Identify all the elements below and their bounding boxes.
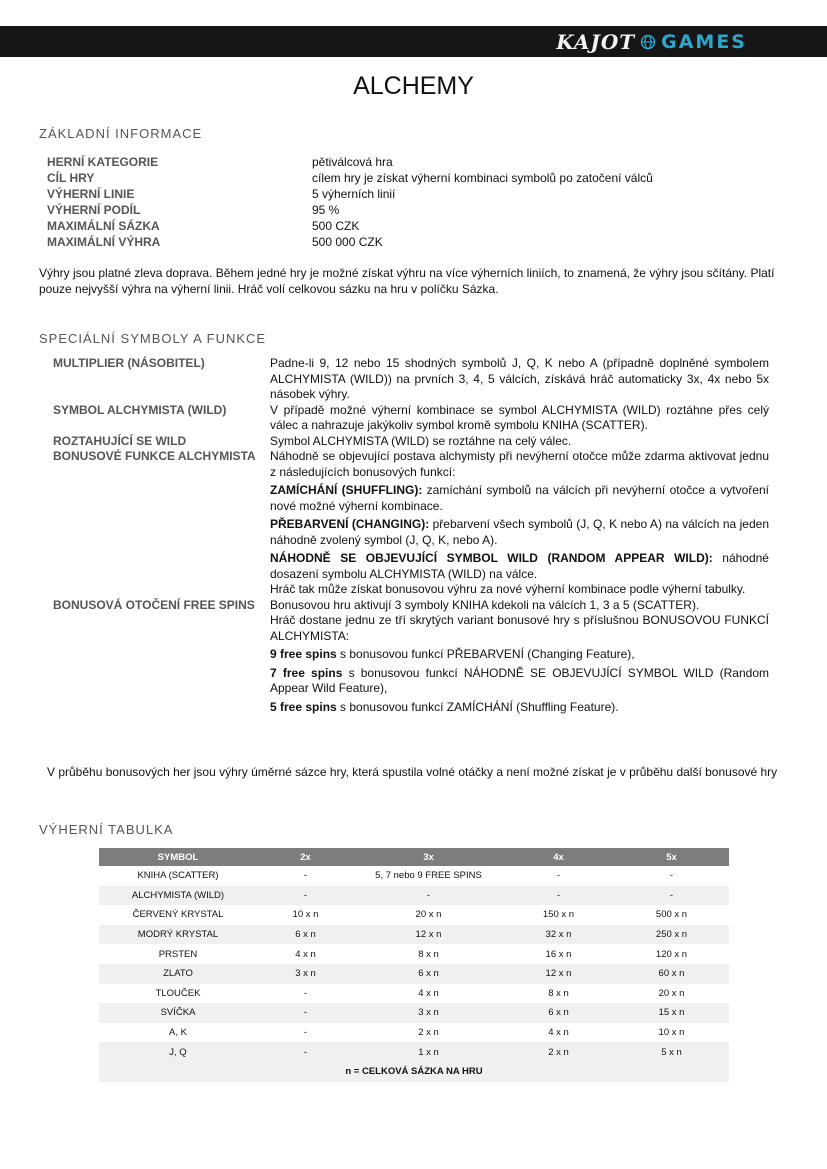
random-wild-feature (270, 551, 769, 582)
payout-cell: 5, 7 nebo 9 FREE SPINS (375, 870, 482, 882)
basic-info-heading: ZÁKLADNÍ INFORMACE (39, 126, 203, 141)
payout-cell: 8 x n (548, 987, 569, 999)
payout-cell: 6 x n (354, 964, 503, 984)
payout-cell: 12 x n (503, 964, 614, 984)
column-header: 2x (257, 848, 354, 866)
payout-cell: 20 x n (415, 909, 442, 921)
payout-cell: 150 x n (542, 909, 575, 921)
payout-cell: - (303, 987, 308, 999)
free-spins-option (270, 666, 769, 697)
payout-cell: 8 x n (418, 948, 439, 960)
info-row (47, 186, 807, 202)
table-row (99, 886, 729, 906)
payout-cell: 3 x n (257, 964, 354, 984)
payout-cell: - (669, 870, 674, 882)
info-row (47, 170, 807, 186)
paytable-heading: VÝHERNÍ TABULKA (39, 822, 174, 837)
bonus-features-row (53, 449, 769, 598)
option-text: s bonusovou funkcí PŘEBARVENÍ (Changing Feature), (336, 647, 635, 661)
info-row (47, 218, 807, 234)
logo-brand-main: KAJOT (556, 29, 636, 54)
wild-symbol-text: V případě možné výherní kombinace se symbol ALCHYMISTA (WILD) roztáhne přes celý válec a nahrazuje jakýkoliv symbol kromě symbolu KNIHA (SCATTER). (270, 402, 769, 432)
symbol-name-cell: SVÍČKA (99, 1003, 257, 1023)
special-symbols-table (53, 356, 769, 715)
table-row (99, 1042, 729, 1062)
symbol-name-cell: ALCHYMISTA (WILD) (99, 886, 257, 906)
free-spins-row (53, 598, 769, 716)
info-value: 95 % (312, 203, 340, 217)
logo-brand-sub: GAMES (661, 30, 747, 53)
table-row (99, 905, 729, 925)
bonus-features-text (270, 449, 769, 598)
info-value: 500 000 CZK (312, 235, 383, 249)
symbol-name-cell: ČERVENÝ KRYSTAL (132, 909, 224, 921)
wild-symbol-label: SYMBOL ALCHYMISTA (WILD) (53, 402, 227, 417)
free-spins-text (270, 598, 769, 716)
bonus-intro: Náhodně se objevující postava alchymisty při nevýherní otočce může zdarma aktivovat jednu z následujících bonusových funkcí: (270, 449, 769, 479)
paytable-footer: n = CELKOVÁ SÁZKA NA HRU (99, 1062, 729, 1082)
shuffling-title: ZAMÍCHÁNÍ (SHUFFLING): (270, 483, 423, 497)
payout-cell: - (303, 870, 308, 882)
payout-cell: 4 x n (295, 948, 316, 960)
changing-text: přebarvení všech symbolů (J, Q, K nebo A) na válcích na jeden náhodně zvolený symbol (J, Q, K, nebo A). (270, 517, 769, 547)
payout-cell: 20 x n (658, 987, 685, 999)
info-label: CÍL HRY (47, 171, 95, 185)
symbol-name-cell: ZLATO (99, 964, 257, 984)
table-row (99, 1003, 729, 1023)
paytable-header-row (99, 848, 729, 866)
payout-cell: 32 x n (503, 925, 614, 945)
free-spins-text-2: Hráč dostane jednu ze tří skrytých variant bonusové hry s příslušnou BONUSOVOU FUNKCÍ ALCHYMISTA: (270, 613, 769, 643)
table-row (99, 925, 729, 945)
info-value: pětiválcová hra (312, 155, 393, 169)
table-row (99, 866, 729, 886)
payout-cell: - (503, 886, 614, 906)
payout-cell: - (614, 886, 729, 906)
free-spins-option (270, 700, 769, 716)
info-label: VÝHERNÍ PODÍL (47, 203, 141, 217)
payout-cell: - (354, 886, 503, 906)
paytable-footer-row (99, 1062, 729, 1082)
payout-cell: 3 x n (354, 1003, 503, 1023)
basic-info-note: Výhry jsou platné zleva doprava. Během jedné hry je možné získat výhru na více výherních liniích, to znamená, že výhry jsou sčítány. Platí pouze nejvyšší výhra na výherní linii. Hráč volí celkovou sázku na hru v políčku Sázka. (39, 266, 775, 296)
info-label: MAXIMÁLNÍ VÝHRA (47, 235, 161, 249)
free-spins-option (270, 647, 769, 663)
option-text: s bonusovou funkcí ZAMÍCHÁNÍ (Shuffling Feature). (336, 699, 619, 714)
payout-cell: 12 x n (354, 925, 503, 945)
wild-symbol-row (53, 403, 769, 434)
symbol-name-cell: PRSTEN (158, 948, 198, 960)
random-wild-text: náhodné dosazení symbolu ALCHYMISTA (WILD) na válce. (270, 551, 769, 581)
option-text: s bonusovou funkcí NÁHODNĚ SE OBJEVUJÍCÍ SYMBOL WILD (Random Appear Wild Feature), (270, 665, 769, 695)
expanding-wild-text: Symbol ALCHYMISTA (WILD) se roztáhne na celý válec. (270, 433, 572, 448)
payout-cell: 16 x n (545, 948, 572, 960)
payout-cell: 10 x n (658, 1027, 685, 1039)
symbol-name-cell: KNIHA (SCATTER) (137, 870, 219, 882)
bonus-outro: Hráč tak může získat bonusovou výhru za nové výherní kombinace podle výherní tabulky. (270, 582, 746, 596)
payout-cell: - (556, 870, 561, 882)
special-note: V průběhu bonusových her jsou výhry úměrné sázce hry, která spustila volné otáčky a není možné získat je v průběhu další bonusové hry (47, 765, 778, 779)
payout-cell: 120 x n (655, 948, 688, 960)
payout-cell: - (303, 1027, 308, 1039)
symbol-name-cell: J, Q (99, 1042, 257, 1062)
changing-feature (270, 517, 769, 548)
basic-info-list (47, 154, 807, 250)
payout-cell: 5 x n (614, 1042, 729, 1062)
shuffling-feature (270, 483, 769, 514)
payout-cell: 10 x n (292, 909, 319, 921)
column-header: 5x (614, 848, 729, 866)
changing-title: PŘEBARVENÍ (CHANGING): (270, 517, 430, 531)
multiplier-row (53, 356, 769, 403)
payout-cell: 4 x n (418, 987, 439, 999)
payout-cell: 500 x n (655, 909, 688, 921)
kajot-games-logo (556, 29, 747, 54)
free-spins-label: BONUSOVÁ OTOČENÍ FREE SPINS (53, 597, 255, 612)
column-header: 3x (354, 848, 503, 866)
page-title: ALCHEMY (353, 72, 474, 100)
info-row (47, 154, 807, 170)
payout-cell: 15 x n (614, 1003, 729, 1023)
info-value: cílem hry je získat výherní kombinaci symbolů po zatočení válců (312, 171, 653, 185)
payout-cell: 60 x n (614, 964, 729, 984)
symbol-name-cell: TLOUČEK (155, 987, 201, 999)
option-count: 7 free spins (270, 665, 343, 680)
payout-cell: 1 x n (354, 1042, 503, 1062)
column-header: 4x (503, 848, 614, 866)
expanding-wild-row (53, 434, 769, 450)
option-count: 9 free spins (270, 647, 337, 661)
info-row (47, 234, 807, 250)
free-spins-text-1: Bonusovou hru aktivují 3 symboly KNIHA kdekoli na válcích 1, 3 a 5 (SCATTER). (270, 597, 700, 612)
payout-cell: - (257, 886, 354, 906)
payout-cell: 6 x n (257, 925, 354, 945)
info-value: 500 CZK (312, 219, 360, 233)
bonus-features-label: BONUSOVÉ FUNKCE ALCHYMISTA (53, 449, 256, 463)
info-value: 5 výherních linií (312, 187, 396, 201)
info-label: HERNÍ KATEGORIE (47, 155, 159, 169)
info-label: VÝHERNÍ LINIE (47, 187, 135, 201)
payout-cell: 6 x n (503, 1003, 614, 1023)
option-count: 5 free spins (270, 699, 337, 714)
globe-icon (640, 34, 656, 50)
info-label: MAXIMÁLNÍ SÁZKA (47, 219, 160, 233)
column-header: SYMBOL (99, 848, 257, 866)
multiplier-label: MULTIPLIER (NÁSOBITEL) (53, 356, 205, 370)
table-row (99, 964, 729, 984)
symbol-name-cell: A, K (169, 1027, 187, 1039)
special-heading: SPECIÁLNÍ SYMBOLY A FUNKCE (39, 331, 267, 346)
paytable (99, 848, 729, 1082)
payout-cell: 2 x n (418, 1027, 439, 1039)
table-row (99, 1023, 729, 1043)
multiplier-text: Padne-li 9, 12 nebo 15 shodných symbolů J, Q, K nebo A (případně doplněné symbolem ALCHYMISTA (WILD)) na prvních 3, 4, 5 válcích, získává hráč automaticky 3x, 4x nebo 5x násobek výhry. (270, 356, 769, 401)
table-row (99, 984, 729, 1004)
expanding-wild-label: ROZTAHUJÍCÍ SE WILD (53, 433, 187, 448)
payout-cell: - (257, 1042, 354, 1062)
symbol-name-cell: MODRÝ KRYSTAL (99, 925, 257, 945)
header-bar (0, 26, 827, 57)
payout-cell: 4 x n (548, 1027, 569, 1039)
payout-cell: 2 x n (503, 1042, 614, 1062)
payout-cell: - (257, 1003, 354, 1023)
info-row (47, 202, 807, 218)
random-wild-title: NÁHODNĚ SE OBJEVUJÍCÍ SYMBOL WILD (RANDOM APPEAR WILD): (270, 551, 713, 565)
table-row (99, 944, 729, 964)
shuffling-text: zamíchání symbolů na válcích při nevýherní otočce a vytvoření nové možné výherní kombinace. (270, 483, 769, 513)
payout-cell: 250 x n (614, 925, 729, 945)
